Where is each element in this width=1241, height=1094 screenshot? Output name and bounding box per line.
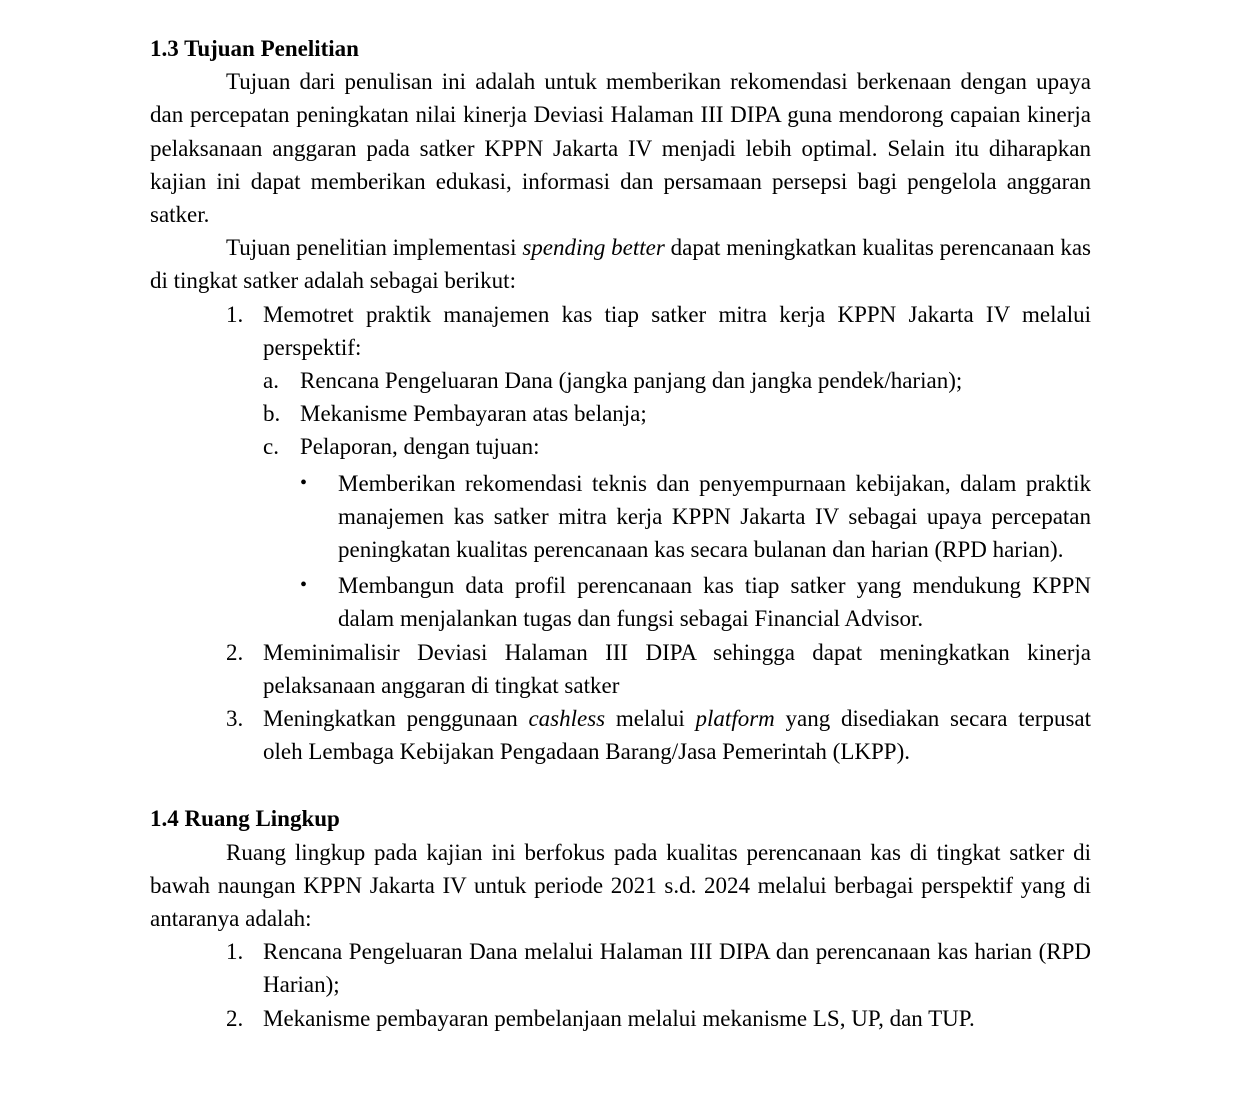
list-marker: 2. — [226, 639, 244, 665]
section-heading-tujuan: 1.3 Tujuan Penelitian — [150, 36, 359, 61]
list-item-text: Meminimalisir Deviasi Halaman III DIPA sehingga dapat meningkatkan kinerja pelaksanaan anggaran di tingkat satker — [263, 639, 1091, 698]
bullet-item-profil — [150, 569, 1091, 635]
list-marker: 1. — [226, 301, 244, 327]
emphasis-platform: platform — [695, 706, 775, 732]
section-heading-ruang-lingkup: 1.4 Ruang Lingkup — [150, 806, 340, 832]
section-spacer — [150, 768, 1091, 802]
text-run: Meningkatkan penggunaan — [263, 706, 529, 732]
list-item-text: Membangun data profil perencanaan kas tiap satker yang mendukung KPPN dalam menjalankan tugas dan fungsi sebagai Financial Advisor. — [338, 573, 1091, 632]
list-marker: 3. — [226, 706, 244, 732]
list-item-lingkup-1 — [150, 935, 1091, 1001]
bullet-icon: • — [300, 574, 308, 597]
list-item-text: Memberikan rekomendasi teknis dan penyempurnaan kebijakan, dalam praktik manajemen kas satker mitra kerja KPPN Jakarta IV sebagai upaya percepatan peningkatan kualitas perencanaan kas secara bulanan dan harian (RPD harian). — [338, 470, 1091, 563]
paragraph-tujuan-spending-better — [150, 231, 1091, 297]
sub-item-c — [150, 430, 1091, 463]
bullet-item-rekomendasi — [150, 467, 1091, 567]
list-item-tujuan-2 — [150, 636, 1091, 702]
list-item-text: Memotret praktik manajemen kas tiap satker mitra kerja KPPN Jakarta IV melalui perspektif: — [263, 301, 1091, 360]
list-item-tujuan-3 — [150, 702, 1091, 768]
paragraph-tujuan-intro: Tujuan dari penulisan ini adalah untuk memberikan rekomendasi berkenaan dengan upaya dan percepatan peningkatan nilai kinerja Deviasi Halaman III DIPA guna mendorong capaian kinerja pelaksanaan anggaran pada satker KPPN Jakarta IV menjadi lebih optimal. Selain itu diharapkan kajian ini dapat memberikan edukasi, informasi dan persamaan persepsi bagi pengelola anggaran satker. — [150, 69, 1091, 228]
document-page — [150, 32, 1091, 1035]
sub-item-a — [150, 364, 1091, 397]
list-marker: 2. — [226, 1005, 244, 1031]
list-marker: c. — [263, 434, 279, 460]
list-marker: 1. — [226, 939, 244, 965]
emphasis-cashless: cashless — [528, 706, 606, 732]
emphasis-spending-better: spending better — [522, 235, 665, 261]
list-item-text: Mekanisme Pembayaran atas belanja; — [300, 401, 647, 427]
text-run: Tujuan penelitian implementasi — [226, 235, 523, 261]
list-item-text: Mekanisme pembayaran pembelanjaan melalui mekanisme LS, UP, dan TUP. — [263, 1005, 975, 1031]
list-item-text: Rencana Pengeluaran Dana melalui Halaman III DIPA dan perencanaan kas harian (RPD Harian); — [263, 939, 1091, 998]
list-marker: b. — [263, 401, 281, 427]
list-item-text: Rencana Pengeluaran Dana (jangka panjang dan jangka pendek/harian); — [300, 368, 963, 394]
text-run: dapat meningkatkan kualitas perencanaan kas di tingkat satker adalah sebagai berikut: — [150, 235, 1091, 294]
text-run: yang disediakan secara terpusat oleh Lembaga Kebijakan Pengadaan Barang/Jasa Pemerintah (LKPP). — [263, 706, 1091, 765]
list-marker: a. — [263, 368, 279, 394]
list-item-text: Pelaporan, dengan tujuan: — [300, 434, 540, 460]
text-run: melalui — [605, 706, 696, 732]
sub-item-b — [150, 397, 1091, 430]
list-item-lingkup-2 — [150, 1002, 1091, 1035]
paragraph-ruang-lingkup: Ruang lingkup pada kajian ini berfokus pada kualitas perencanaan kas di tingkat satker di bawah naungan KPPN Jakarta IV untuk periode 2021 s.d. 2024 melalui berbagai perspektif yang di antaranya adalah: — [150, 839, 1091, 932]
bullet-icon: • — [300, 471, 308, 494]
list-item-tujuan-1 — [150, 298, 1091, 364]
list-item-text — [263, 706, 1091, 764]
